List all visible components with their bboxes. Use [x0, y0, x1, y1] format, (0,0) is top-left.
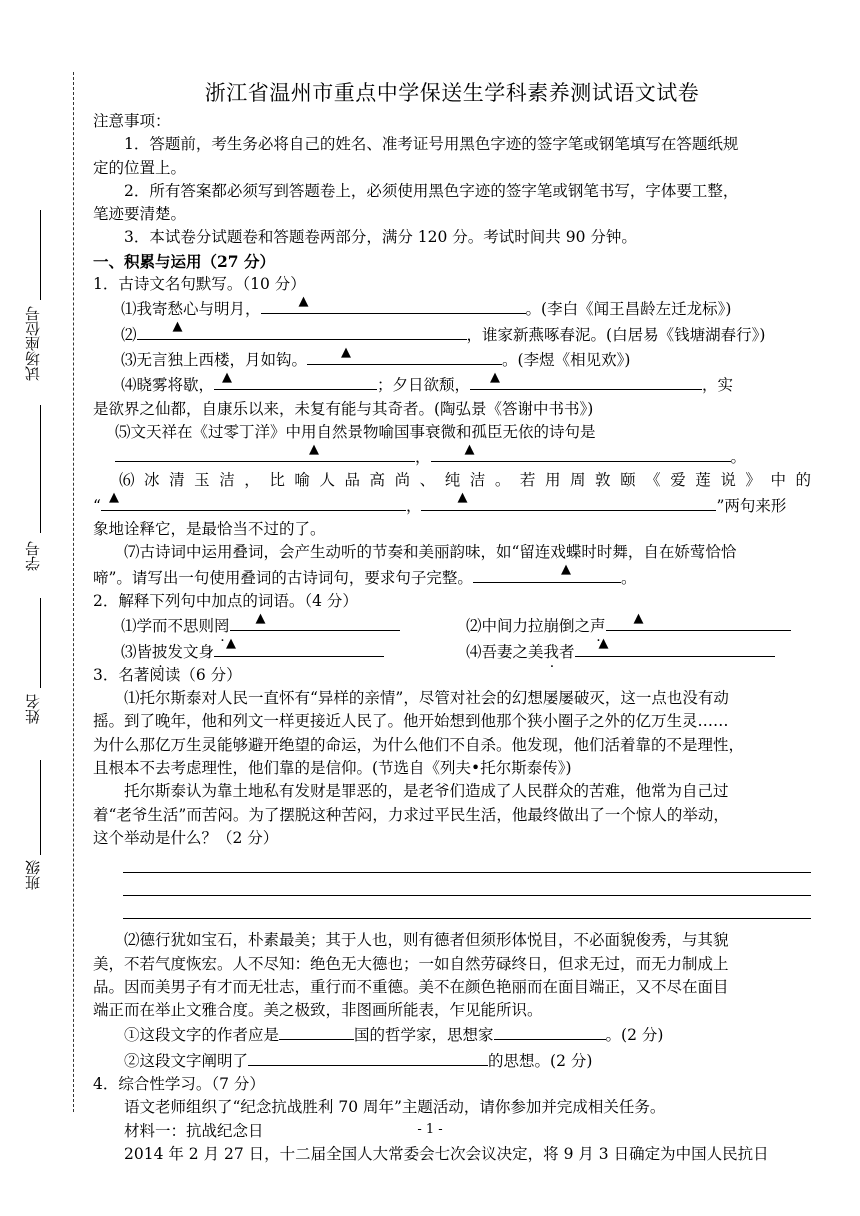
q3-qa-text-2: 国的哲学家，思想家	[354, 1026, 494, 1045]
q1-s6-sep: ，	[405, 496, 422, 515]
q3-answer-line-2[interactable]	[123, 873, 811, 896]
q2-item-3	[121, 636, 466, 664]
q1-s6-blank-1[interactable]	[101, 490, 406, 511]
name-label: 姓名	[24, 694, 42, 724]
q1-s1-blank[interactable]	[261, 296, 526, 314]
q3-p2-c: 这个举动是什么？（2 分）	[93, 828, 279, 847]
q2-item-1	[121, 610, 466, 638]
q3-qa-blank-2[interactable]	[494, 1022, 606, 1040]
student-no-line	[40, 405, 41, 533]
q1-s3-source: 。(李煜《相见欢》)	[502, 350, 631, 369]
q2-w4-dotted: 我	[543, 642, 560, 661]
q2-row-2	[93, 636, 811, 664]
binding-dashed-line	[73, 72, 74, 1112]
q3-p2-b: 着“老爷生活”而苦闷。为了摆脱这种苦闷，力求过平民生活，他最终做出了一个惊人的举动，	[93, 805, 729, 824]
q4-p1: 语文老师组织了“纪念抗战胜利 70 周年”主题活动，请你参加并完成相关任务。	[124, 1098, 666, 1117]
q2-w4-blank[interactable]	[575, 636, 775, 657]
blank-triangle-icon: ▲	[222, 369, 233, 385]
q3-answer-line-3[interactable]	[123, 896, 811, 919]
q3-qa-text: ①这段文字的作者应是	[124, 1026, 280, 1045]
student-no-label: 学号	[24, 541, 42, 571]
q1-line-4b: 是欲界之仙都，自康乐以来，未复有能与其奇者。(陶弘景《答谢中书书》)	[93, 399, 594, 418]
q1-s3-blank[interactable]	[307, 344, 502, 365]
q1-s2-source: ，谁家新燕啄春泥。(白居易《钱塘湖春行》)	[466, 325, 766, 344]
q4-material-1: 材料一：抗战纪念日	[124, 1121, 264, 1140]
q1-s5-blank-2[interactable]	[431, 441, 731, 462]
notice-item-1a: 1．答题前，考生务必将自己的姓名、准考证号用黑色字迹的签字笔或钢笔填写在答题纸规	[124, 135, 739, 154]
q1-s1-text: ⑴我寄愁心与明月，	[121, 300, 261, 319]
name-line	[40, 598, 41, 688]
blank-triangle-icon: ▲	[633, 610, 644, 626]
notice-heading: 注意事项：	[93, 112, 171, 130]
q1-line-2	[93, 319, 811, 347]
q3-p1-c: 为什么那亿万生灵能够避开绝望的命运，为什么他们不自杀。他发现，他们活着靠的不是理性，	[93, 735, 745, 754]
q1-s2-blank[interactable]	[137, 319, 467, 340]
q1-line-7b	[93, 562, 811, 590]
notice-item-2b: 笔迹要清楚。	[93, 205, 187, 224]
q3-p2-a: 托尔斯泰认为靠土地私有发财是罪恶的，是老爷们造成了人民群众的苦难，他常为自己过	[124, 782, 729, 801]
q1-stem: 1．古诗文名句默写。（10 分）	[93, 275, 306, 294]
q2-row-1	[93, 610, 811, 638]
blank-triangle-icon: ▲	[464, 441, 475, 457]
blank-triangle-icon: ▲	[172, 319, 183, 335]
q1-s4-text: ⑷晓雾将歇，	[121, 376, 215, 395]
blank-triangle-icon: ▲	[309, 441, 319, 457]
q3-qa-text-3: 。(2 分)	[605, 1026, 664, 1045]
q3-qb-text-2: 的思想。(2 分)	[488, 1051, 593, 1070]
seat-number-field[interactable]	[22, 210, 44, 400]
q3-qb-text: ②这段文字阐明了	[124, 1051, 249, 1070]
class-label: 班级	[24, 860, 42, 890]
q1-s5-end: 。	[730, 448, 747, 467]
student-no-field[interactable]	[22, 405, 44, 575]
q1-line-3	[93, 344, 811, 372]
q3-answer-line-1[interactable]	[123, 850, 811, 873]
exam-content	[93, 76, 811, 1166]
notice-item-1b: 定的位置上。	[93, 158, 187, 177]
blank-triangle-icon: ▲	[457, 490, 468, 506]
q3-p3-c: 品。因而美男子有才而无壮志，重行而不重德。美不在颜色艳丽而在面目端正，又不尽在面目	[93, 977, 729, 996]
q3-qb-blank[interactable]	[248, 1048, 488, 1066]
q1-line-4	[93, 369, 811, 397]
q1-s4-blank-1[interactable]	[214, 369, 377, 390]
q2-w3-dotted: 披	[152, 642, 168, 661]
blank-triangle-icon: ▲	[298, 294, 309, 310]
q3-p3-a: ⑵德行犹如宝石，朴素最美；其于人也，则有德者但须形体悦目，不必面貌俊秀，与其貌	[124, 931, 729, 950]
q3-p1-a: ⑴托尔斯泰对人民一直怀有“异样的亲情”，尽管对社会的幻想屡屡破灭，这一点也没有动	[124, 689, 729, 708]
q2-w4-post: 者	[559, 642, 575, 661]
q1-line-6b	[93, 490, 811, 518]
q1-s6-close: ”两句来形	[716, 496, 787, 515]
q1-line-5: ⑸文天祥在《过零丁洋》中用自然景物喻国事衰微和孤臣无依的诗句是	[115, 422, 596, 441]
q3-qa-blank-1[interactable]	[279, 1022, 354, 1040]
section-1-heading: 一、积累与运用（27 分）	[93, 251, 275, 271]
q3-p1-d: 且根本不去考虑理性，他们靠的是信仰。(节选自《列夫•托尔斯泰传》)	[93, 759, 572, 778]
q4-p2: 2014 年 2 月 27 日，十二届全国人大常委会七次会议决定，将 9 月 3 日确定为中国人民抗日	[124, 1144, 769, 1163]
blank-triangle-icon: ▲	[255, 610, 266, 626]
q1-s4-text-2: ；夕日欲颓，	[377, 376, 471, 395]
class-field[interactable]	[22, 760, 44, 910]
blank-triangle-icon: ▲	[341, 344, 352, 360]
q2-w2-dotted: 声	[590, 617, 606, 636]
q3-question-1	[93, 1022, 811, 1047]
q1-s5-blank-1[interactable]	[115, 441, 415, 462]
q1-s1-source: 。(李白《闻王昌龄左迁龙标》)	[525, 300, 732, 319]
q1-line-1	[93, 296, 811, 321]
name-field[interactable]	[22, 598, 44, 748]
q1-line-5b	[93, 441, 811, 469]
exam-title: 浙江省温州市重点中学保送生学科素养测试语文试卷	[204, 81, 700, 105]
q1-s6-blank-2[interactable]	[421, 490, 716, 511]
q2-w3-post: 发文身	[167, 642, 215, 661]
q2-w1-blank[interactable]	[230, 610, 400, 631]
q3-p3-d: 端正而在举止文雅合度。美之极致，非图画所能表，乍见能所识。	[93, 1001, 543, 1020]
q2-w1-pre: ⑴学而不思则	[121, 617, 215, 636]
q3-question-2	[93, 1048, 811, 1073]
q4-stem: 4．综合性学习。（7 分）	[93, 1074, 265, 1093]
q1-s7-blank[interactable]	[473, 562, 621, 583]
q1-s2-text: ⑵	[121, 325, 137, 344]
blank-triangle-icon: ▲	[560, 562, 571, 578]
q1-s4-text-3: ，实	[702, 376, 734, 395]
q1-s7-text: 啼”。请写出一句使用叠词的古诗词句，要求句子完整。	[93, 568, 473, 587]
q3-stem: 3．名著阅读（6 分）	[93, 665, 242, 684]
q2-w3-pre: ⑶皆	[121, 642, 153, 661]
q1-s6-open: “	[93, 496, 101, 515]
page-number: - 1 -	[417, 1122, 443, 1137]
q2-stem: 2．解释下列句中加点的词语。（4 分）	[93, 591, 358, 610]
q2-w3-blank[interactable]	[214, 636, 384, 657]
q1-s3-text: ⑶无言独上西楼，月如钩。	[121, 350, 308, 369]
q3-p1-b: 摇。到了晚年，他和列文一样更接近人民了。他开始想到他那个狭小圈子之外的亿万生灵……	[93, 712, 729, 731]
q2-w1-dotted: 罔	[214, 617, 230, 636]
q2-item-4	[466, 636, 811, 664]
q1-s5-sep: ，	[415, 448, 431, 467]
seat-number-label: 试场座位号	[24, 306, 42, 381]
q3-p3-b: 美，不若气度恢宏。人不尽知：绝色无大德也；一如自然劳碌终日，但求无过，而无力制成上	[93, 954, 729, 973]
blank-triangle-icon: ▲	[226, 636, 237, 652]
notice-item-3: 3．本试卷分试题卷和答题卷两部分，满分 120 分。考试时间共 90 分钟。	[124, 228, 637, 247]
q1-s7-end: 。	[620, 568, 637, 587]
q1-s4-blank-2[interactable]	[470, 369, 702, 390]
seat-number-line	[40, 210, 41, 300]
q2-w2-pre: ⑵中间力拉崩倒之	[466, 617, 591, 636]
q1-line-6: ⑹ 冰 清 玉 洁 ， 比 喻 人 品 高 尚 、 纯 洁 。 若 用 周 敦 颐 《 爱 莲 说 》 中 的	[119, 471, 812, 490]
blank-triangle-icon: ▲	[108, 490, 119, 506]
notice-item-2a: 2．所有答案都必须写到答题卷上，必须使用黑色字迹的签字笔或钢笔书写，字体要工整，	[124, 181, 739, 200]
class-line	[40, 760, 41, 855]
q2-w2-blank[interactable]	[606, 610, 791, 631]
blank-triangle-icon: ▲	[490, 369, 501, 385]
blank-triangle-icon: ▲	[598, 636, 609, 652]
q2-item-2	[466, 610, 811, 638]
q2-w4-pre: ⑷吾妻之美	[466, 642, 544, 661]
q1-line-6c: 象地诠释它，是最恰当不过的了。	[93, 520, 326, 539]
q1-line-7: ⑺古诗词中运用叠词，会产生动听的节奏和美丽韵味，如“留连戏蝶时时舞，自在娇莺恰恰	[124, 543, 737, 562]
